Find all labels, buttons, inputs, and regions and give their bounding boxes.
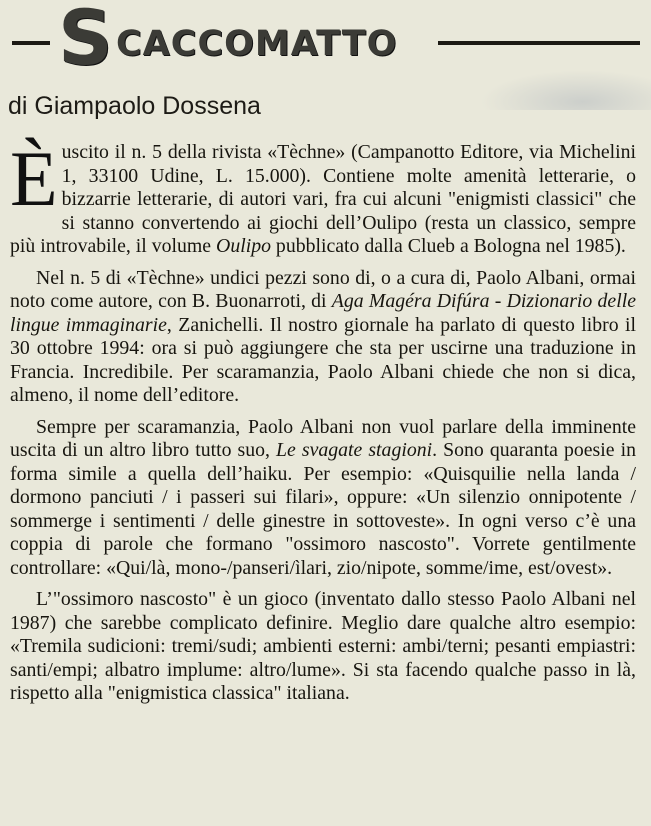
author-byline: di Giampaolo Dossena xyxy=(8,92,261,120)
paragraph-1 xyxy=(10,135,636,259)
paragraph-1-italic-oulipo: Oulipo xyxy=(216,235,271,257)
paragraph-1-text-a: uscito il n. 5 della rivista «Tèchne» (Campanotto Editore, via Michelini 1, 33100 Udine, L. 15.000). Contiene molte amenità letterarie, o bizzarrie letterarie, di autori vari, fra cui alcuni "enigmisti classici" che si stanno convertendo ai giochi dell’Oulipo (resta un classico, sempre più introvabile, il volume xyxy=(10,141,636,257)
column-title-rest: CACCOMATTO xyxy=(116,24,398,64)
column-title-initial: S xyxy=(58,0,113,82)
column-title xyxy=(58,0,430,82)
article-body xyxy=(10,135,636,714)
column-masthead xyxy=(10,0,640,82)
masthead-rule-left xyxy=(12,41,50,45)
paragraph-1-text-b: pubblicato dalla Clueb a Bologna nel 1985). xyxy=(270,235,626,257)
paragraph-2-text-b: , Zanichelli. Il nostro giornale ha parlato di questo libro il 30 ottobre 1994: ora si può aggiungere che sta per uscirne una traduzione in Francia. Incredibile. Per scaramanzia, Paolo Albani chiede che non si dica, almeno, il nome dell’editore. xyxy=(10,313,636,406)
paragraph-4: L’"ossimoro nascosto" è un gioco (inventato dallo stesso Paolo Albani nel 1987) che sarebbe complicato definire. Meglio dare qualche altro esempio: «Tremila sudicioni: tremi/sudi; ambienti esterni: ambi/terni; pesanti empiastri: santi/empi; albatro implume: altro/lume». Si sta facendo qualche passo in là, rispetto alla "enigmistica classica" italiana. xyxy=(10,588,636,704)
paragraph-2 xyxy=(10,267,636,408)
masthead-rule-right xyxy=(438,41,640,45)
paragraph-3-text-b: . Sono quaranta poesie in forma simile a quella dell’haiku. Per esempio: «Quisquilie nella landa / dormono panciuti / i passeri sui filari», oppure: «Un silenzio onnipotente / sommerge i sentimenti / delle ginestre in sottoveste». In ogni verso c’è una coppia di parole che formano "ossimoro nascosto". Vorrete gentilmente controllare: «Qui/là, mono-/panseri/ìlari, zio/nipote, somme/ime, est/ovest». xyxy=(10,439,636,579)
paragraph-3-text-a: Sempre per scaramanzia, Paolo Albani non vuol parlare della imminente uscita di un altro libro tutto suo, xyxy=(10,415,636,461)
drop-cap: È xyxy=(10,135,58,222)
paragraph-3-italic-title: Le svagate stagioni xyxy=(276,439,433,461)
paragraph-2-italic-title: Aga Magéra Difúra - Dizionario delle lingue immaginarie xyxy=(10,290,636,336)
paragraph-2-text-a: Nel n. 5 di «Tèchne» undici pezzi sono di, o a cura di, Paolo Albani, ormai noto come autore, con B. Buonarroti, di xyxy=(10,266,636,312)
paragraph-3 xyxy=(10,416,636,581)
